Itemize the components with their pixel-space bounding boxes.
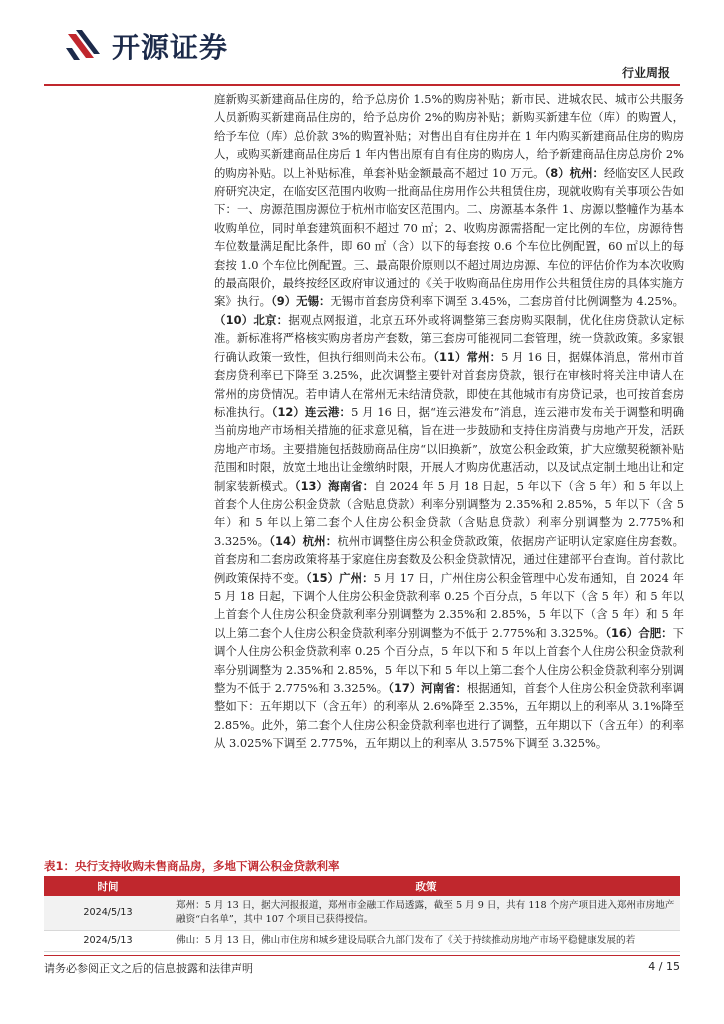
heading-wuxi: （9）无锡： xyxy=(271,294,331,309)
heading-changzhou: （11）常州： xyxy=(433,349,502,364)
text-p01: 庭新购买新建商品住房的，给予总房价 1.5%的购房补贴；新市民、进城农民、城市公共服务人员新购买新建商品住房的，给予总房价 2%的购房补贴；新购买新建车位（库）的购置人，给予车位（库）总价款 3%的购置补贴；对售出自有住房并在 1 年内购买新建商品住房的购房人，或购买新建商品住房后 1 年内售出原有自有住房的购房人，给予新建商品住房总房价 2%的购房补贴。以上补贴标准，单套补贴金额最高不超过 10 万元。 xyxy=(214,92,684,180)
text-p10: 据观点网报道，北京五环外或将调整第三套房购买限制，优化住房贷款认定标准。新标准将严格核实购房者房产套数，第三套房可能视同二套管理，统一贷款政策。多家银行确认政策一致性，但执行细则尚未公布。 xyxy=(214,312,684,364)
report-type: 行业周报 xyxy=(621,66,670,80)
text-p15: 5 月 17 日，广州住房公积金管理中心发布通知，自 2024 年 5 月 18 日起，下调个人住房公积金贷款利率 0.25 个百分点，5 年以下（含 5 年）和 5 年以上首套个人住房公积金贷款利率分别调整为 2.35%和 2.85%，5 年以下（含 5 年）和 5 年以上第二套个人住房公积金贷款利率分别调整为不低于 2.775%和 3.325%。 xyxy=(214,570,684,640)
page-number: 4 / 15 xyxy=(648,960,680,973)
row-policy: 郑州：5 月 13 日，据大河报报道，郑州市金融工作局透露，截至 5 月 9 日，共有 118 个房产项目进入郑州市房地产融资“白名单”，其中 107 个项目已获得授信。 xyxy=(172,896,680,931)
heading-hangzhou-1: （8）杭州： xyxy=(544,165,604,180)
row-policy: 佛山：5 月 13 日，佛山市住房和城乡建设局联合九部门发布了《关于持续推动房地产市场平稳健康发展的若 xyxy=(172,931,680,952)
table-header-row xyxy=(44,876,680,896)
heading-lianyungang: （12）连云港： xyxy=(271,404,352,419)
footer-disclaimer: 请务必参阅正文之后的信息披露和法律声明 xyxy=(44,962,253,975)
heading-henan: （17）河南省： xyxy=(388,681,467,695)
heading-guangzhou: （15）广州： xyxy=(305,570,374,585)
table-row xyxy=(44,896,680,931)
kaiyuan-logo-icon xyxy=(64,26,104,66)
text-p12: 5 月 16 日，据“连云港发布”消息，连云港市发布关于调整和明确当前房地产市场相关措施的征求意见稿，旨在进一步鼓励和支持住房消费与房地产开发，活跃房地产市场。主要措施包括鼓励商品住房“以旧换新”，放宽公积金政策，扩大应缴契税额补贴范围和时限，放宽土地出让金缴纳时限，开展人才购房优惠活动，以及试点定制土地出让和定制家装新模式。 xyxy=(214,404,684,493)
text-p11: 5 月 16 日，据媒体消息，常州市首套房贷利率已下降至 3.25%，此次调整主要针对首套房贷款，银行在审核时将关注申请人在常州的房贷情况。若申请人在常州无未结清贷款，即使在其他城市有房贷记录，也可按首套房标准执行。 xyxy=(214,349,685,419)
table-row xyxy=(44,931,680,952)
text-p14: 杭州市调整住房公积金贷款政策，依据房产证明认定家庭住房套数。首套房和二套房政策将基于家庭住房套数及公积金贷款情况，通过住建部平台查询。首付款比例政策保持不变。 xyxy=(214,533,684,585)
footer-divider xyxy=(44,955,680,956)
heading-hainan: （13）海南省： xyxy=(294,478,375,493)
text-p17: 根据通知，首套个人住房公积金贷款利率调整如下：五年期以下（含五年）的利率从 2.6%降至 2.35%，五年期以上的利率从 3.1%降至 2.85%。此外，第二套个人住房公积金贷款利率也进行了调整，五年期以下（含五年）的利率从 3.025%下调至 2.775%，五年期以上的利率从 3.575%下调至 3.325%。 xyxy=(214,681,684,751)
column-header-policy: 政策 xyxy=(172,876,680,896)
heading-hangzhou-2: （14）杭州： xyxy=(269,533,338,548)
column-header-time: 时间 xyxy=(44,876,172,896)
table-title: 表1：央行支持收购未售商品房，多地下调公积金贷款利率 xyxy=(44,859,340,873)
text-p09: 无锡市首套房贷利率下调至 3.45%，二套房首付比例调整为 4.25%。 xyxy=(330,294,684,309)
heading-beijing: （10）北京： xyxy=(214,312,289,327)
row-time: 2024/5/13 xyxy=(44,931,172,952)
text-p13: 自 2024 年 5 月 18 日起，5 年以下（含 5 年）和 5 年以上首套个人住房公积金贷款（含贴息贷款）利率分别调整为 2.35%和 2.85%，5 年以下（含 5 年）和 5 年以上第二套个人住房公积金贷款（含贴息贷款）利率分别调整为 2.775%和 3.325%。 xyxy=(214,478,684,548)
policy-table xyxy=(44,876,680,952)
body-paragraph xyxy=(214,90,684,753)
header-divider xyxy=(44,84,680,86)
company-logo xyxy=(64,24,228,68)
row-time: 2024/5/13 xyxy=(44,896,172,931)
brand-name: 开源证券 xyxy=(112,31,229,64)
text-p16: 下调个人住房公积金贷款利率 0.25 个百分点，5 年以下和 5 年以上首套个人住房公积金贷款利率分别调整为 2.35%和 2.85%，5 年以下和 5 年以上第二套个人住房公积金贷款利率分别调整为不低于 2.775%和 3.325%。 xyxy=(214,625,684,695)
text-p08: 经临安区人民政府研究决定，在临安区范围内收购一批商品住房用作公共租赁住房，现就收购有关事项公告如下：一、房源范围房源位于杭州市临安区范围内。二、房源基本条件 1、房源以整幢作为基本收购单位，同时单套建筑面积不超过 70 ㎡；2、收购房源需搭配一定比例的车位，房源待售车位数量满足配比条件，即 60 ㎡（含）以下的每套按 0.6 个车位比例配置，60 ㎡以上的每套按 1.0 个车位比例配置。三、最高限价原则以不超过周边房源、车位的评估价作为本次收购的最高限价，最终按经区政府审议通过的《关于收购商品住房用作公共租赁住房的具体实施方案》执行。 xyxy=(214,165,684,309)
heading-hefei: （16）合肥： xyxy=(605,625,673,640)
